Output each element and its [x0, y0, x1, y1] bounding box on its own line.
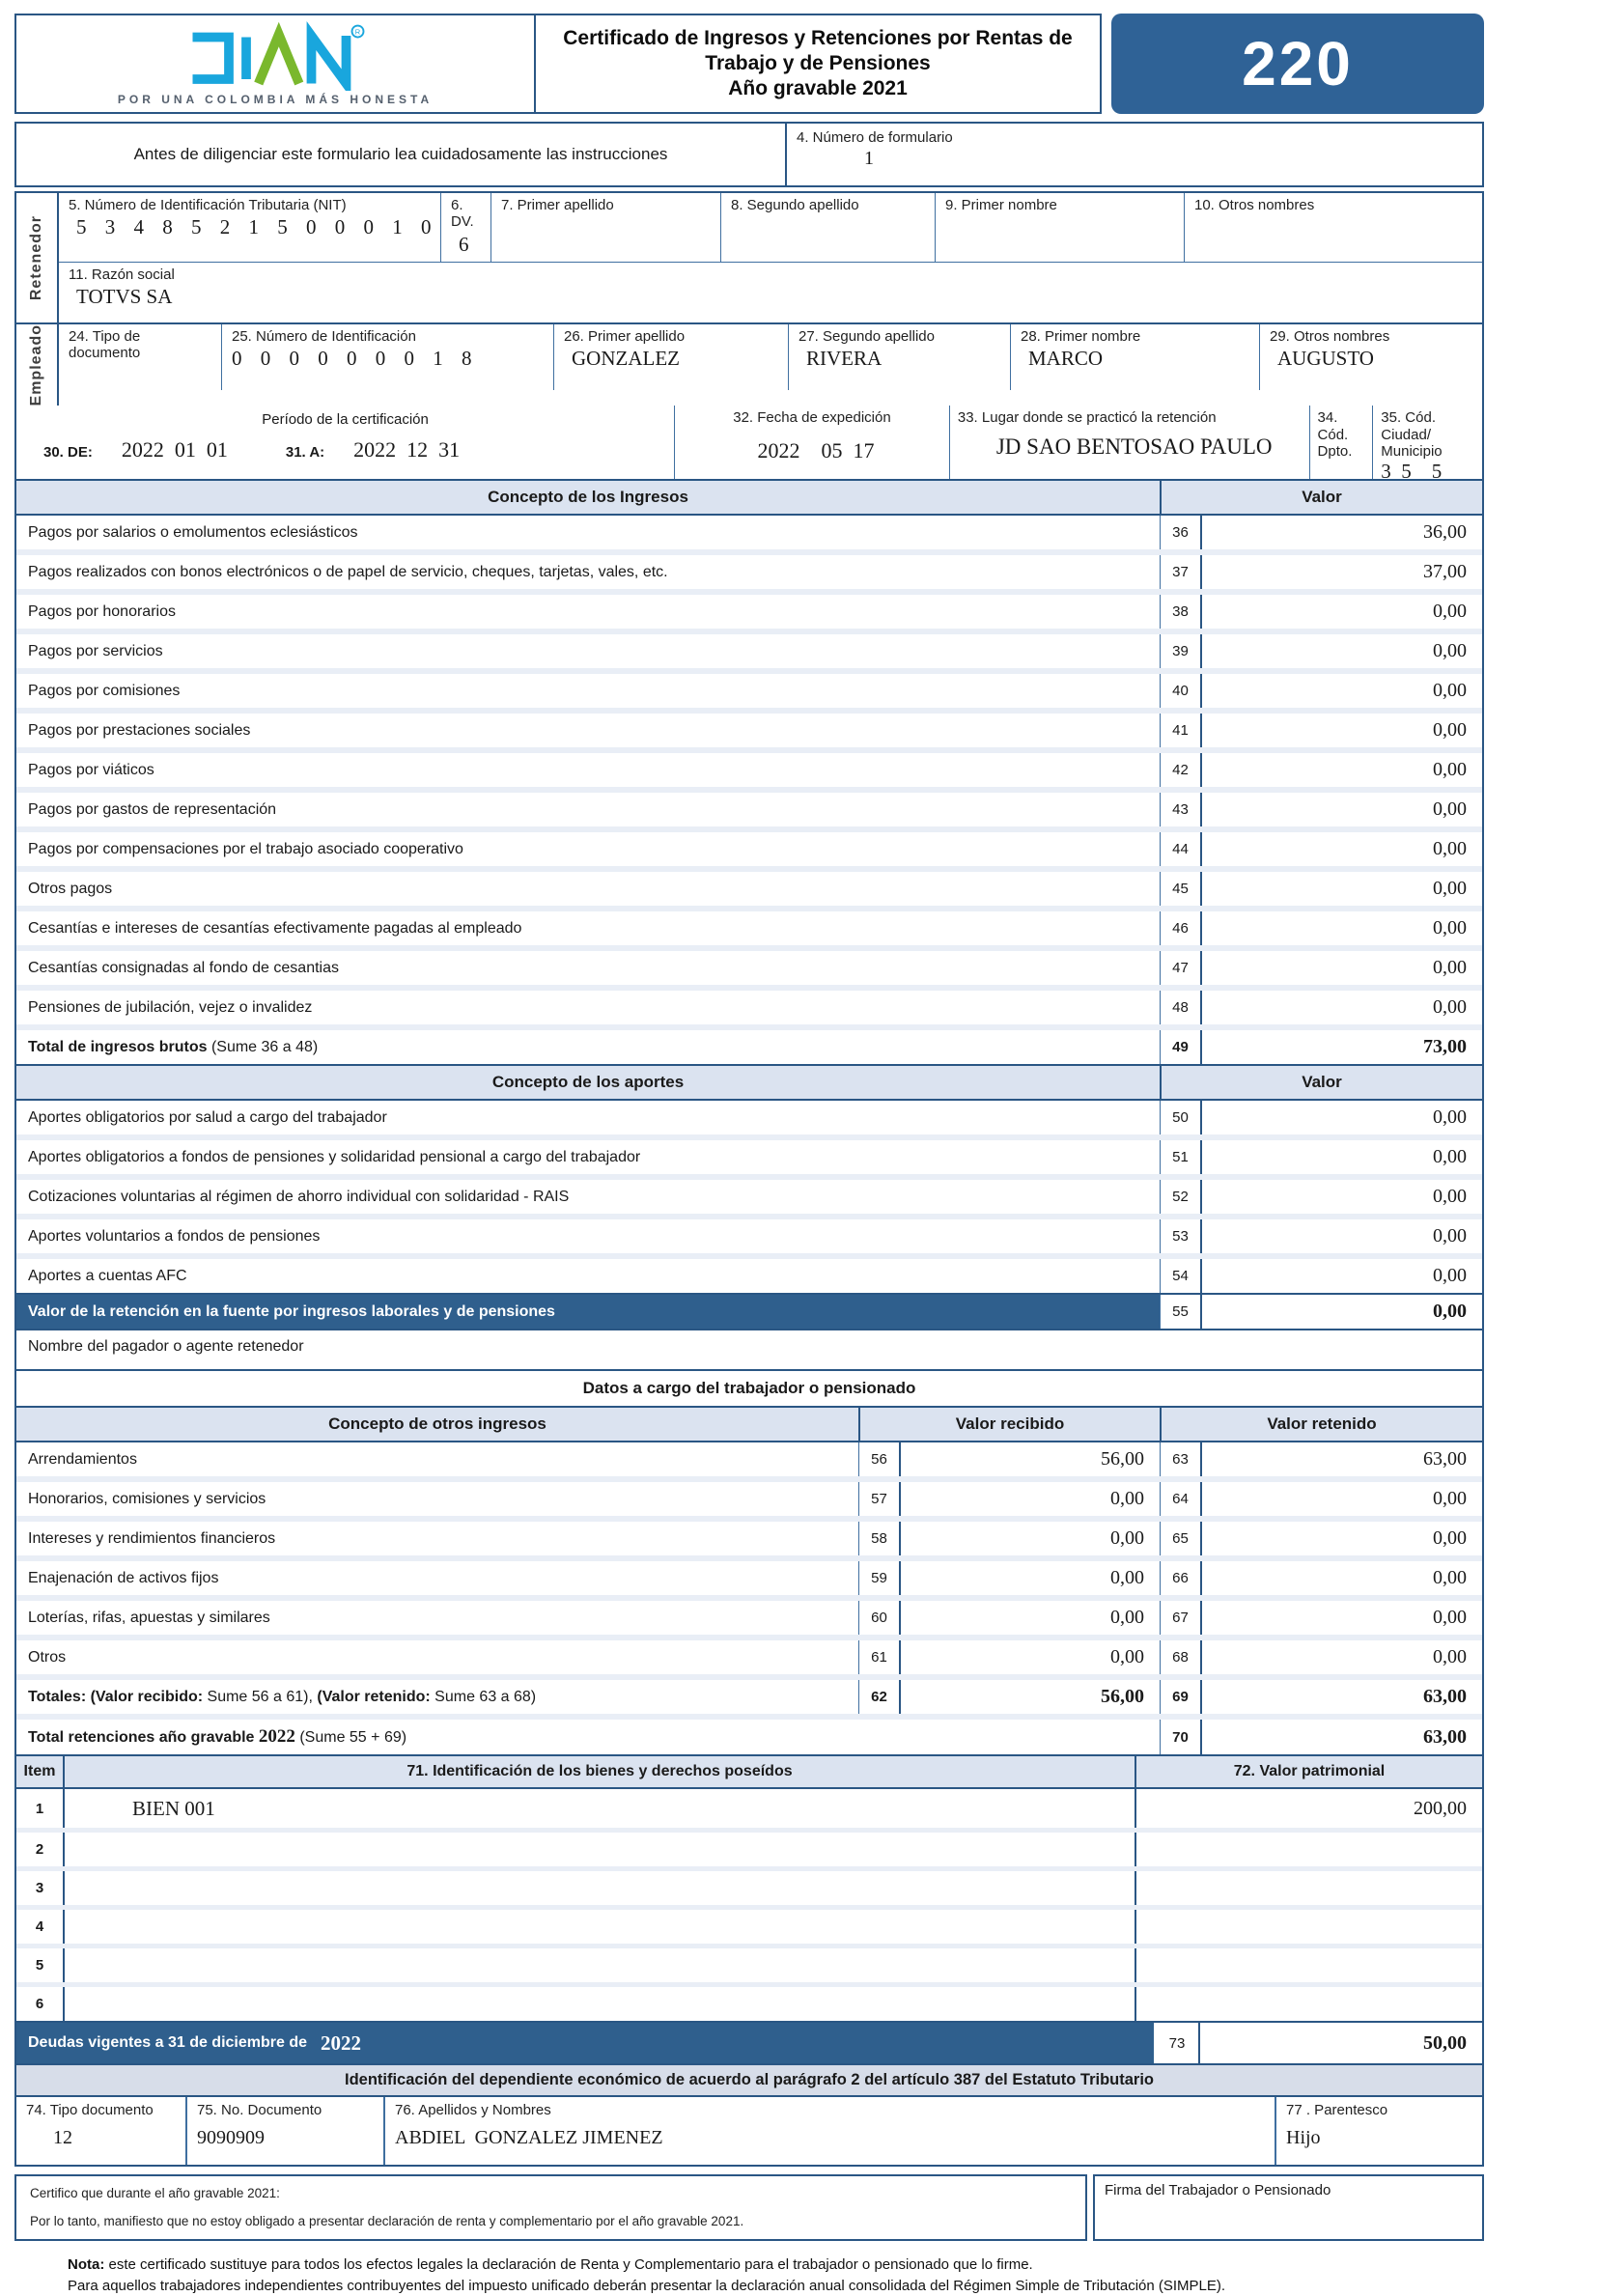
totales-recibido: 56,00 [1101, 1686, 1144, 1708]
otros-row-code-recibido: 56 [858, 1442, 901, 1476]
totales-code-retenido: 69 [1160, 1680, 1202, 1714]
retenedor-section [14, 191, 1484, 322]
tipo-documento-field: 24. Tipo de documento [69, 328, 141, 362]
ingresos-header [16, 481, 1482, 516]
total-retenciones-value: 63,00 [1423, 1725, 1467, 1748]
instructions-text: Antes de diligenciar este formulario lea cuidadosamente las instrucciones [14, 122, 787, 187]
otros-row-code-recibido: 58 [858, 1522, 901, 1555]
ingresos-row-value: 0,00 [1433, 838, 1467, 860]
otros-row-recibido: 0,00 [1110, 1567, 1144, 1589]
lugar-value-1: JD SAO BENTO [995, 434, 1151, 459]
ingresos-row-label: Cesantías consignadas al fondo de cesantias [28, 959, 339, 976]
otros-row-code-recibido: 61 [858, 1640, 901, 1674]
bienes-row-valor: 200,00 [1135, 1789, 1482, 1828]
dependiente-row [14, 2097, 1484, 2167]
form-number-box [787, 122, 1484, 187]
periodo-de-label: 30. DE: [43, 444, 93, 462]
empleado-section [14, 322, 1484, 406]
lugar-value-2: SAO PAULO [1150, 434, 1273, 459]
ingresos-row-value: 0,00 [1433, 601, 1467, 623]
form-title [536, 14, 1102, 114]
periodo-a-value: 2022 12 31 [353, 437, 461, 462]
ingresos-row-label: Otros pagos [28, 880, 113, 897]
certification-section [14, 2174, 1484, 2241]
datos-trabajador-title: Datos a cargo del trabajador o pensionado [16, 1369, 1482, 1406]
total-ingresos-code: 49 [1160, 1030, 1202, 1064]
retenedor-primer-nombre-field: 9. Primer nombre [935, 193, 1184, 262]
empleado-primer-nombre-value: MARCO [1028, 347, 1104, 371]
otros-row-recibido: 0,00 [1110, 1488, 1144, 1510]
certification-box [14, 2174, 1087, 2241]
dependiente-tipo-doc-field: 74. Tipo documento 12 [16, 2097, 185, 2165]
ingresos-row-code: 44 [1160, 832, 1202, 866]
bienes-rows [16, 1789, 1482, 2021]
ingresos-row-code: 45 [1160, 872, 1202, 906]
otros-row-code-recibido: 60 [858, 1601, 901, 1635]
otros-row-code-retenido: 63 [1160, 1442, 1202, 1476]
ingresos-row [16, 866, 1482, 906]
certification-footer: Por lo tanto, manifiesto que no estoy obligado a presentar declaración de renta y complementario por el año gravable 2021. [30, 2213, 744, 2228]
bienes-row [16, 1982, 1482, 2021]
aportes-row-label: Aportes obligatorios a fondos de pensiones y solidaridad pensional a cargo del trabajador [28, 1148, 641, 1165]
dependiente-parentesco-field: 77 . Parentesco Hijo [1275, 2097, 1482, 2165]
otros-header-concepto: Concepto de otros ingresos [328, 1414, 546, 1434]
otros-ingresos-rows [16, 1442, 1482, 1674]
retencion-fuente-value: 0,00 [1202, 1295, 1482, 1329]
empleado-otros-nombres-field: 29. Otros nombres AUGUSTO [1259, 324, 1482, 390]
aportes-row-value: 0,00 [1433, 1106, 1467, 1129]
ingresos-row-label: Pagos por honorarios [28, 602, 176, 620]
dv-field: 6. DV. 6 [440, 193, 490, 262]
retenedor-otros-nombres-field: 10. Otros nombres [1184, 193, 1482, 262]
ingresos-row-label: Pagos por viáticos [28, 761, 154, 778]
aportes-row [16, 1101, 1482, 1134]
bienes-row-item: 1 [16, 1789, 65, 1828]
ingresos-row-code: 37 [1160, 555, 1202, 589]
aportes-row-value: 0,00 [1433, 1186, 1467, 1208]
otros-ingresos-row [16, 1516, 1482, 1555]
form-code-badge: 220 [1111, 14, 1484, 114]
aportes-row-label: Aportes a cuentas AFC [28, 1267, 187, 1284]
numero-identificacion-field: 25. Número de Identificación 0 0 0 0 0 0 0 1 8 [221, 324, 553, 390]
deudas-value: 50,00 [1200, 2023, 1482, 2063]
otros-ingresos-row [16, 1476, 1482, 1516]
form-number-value: 1 [864, 148, 874, 170]
empleado-otros-nombres-value: AUGUSTO [1277, 347, 1374, 371]
bienes-row-item: 4 [16, 1910, 65, 1944]
otros-row-recibido: 56,00 [1101, 1448, 1144, 1470]
ingresos-row-value: 36,00 [1423, 521, 1467, 544]
svg-text:R: R [354, 27, 361, 37]
ingresos-row [16, 747, 1482, 787]
otros-ingresos-header [16, 1406, 1482, 1442]
otros-ingresos-row [16, 1555, 1482, 1595]
ingresos-row [16, 629, 1482, 668]
ingresos-row-value: 37,00 [1423, 561, 1467, 583]
otros-ingresos-row [16, 1595, 1482, 1635]
aportes-row-label: Cotizaciones voluntarias al régimen de ahorro individual con solidaridad - RAIS [28, 1188, 570, 1205]
empleado-primer-apellido-field: 26. Primer apellido GONZALEZ [553, 324, 788, 390]
otros-row-code-recibido: 57 [858, 1482, 901, 1516]
ingresos-row-label: Pagos por servicios [28, 642, 163, 659]
otros-row-label: Honorarios, comisiones y servicios [28, 1490, 266, 1507]
periodo-a-label: 31. A: [285, 444, 325, 462]
bienes-header-item: Item [16, 1756, 65, 1787]
otros-row-code-recibido: 59 [858, 1561, 901, 1595]
certification-intro: Certifico que durante el año gravable 2021: [30, 2186, 280, 2201]
retenedor-primer-apellido-field: 7. Primer apellido [490, 193, 720, 262]
lugar-retencion-field: 33. Lugar donde se practicó la retención JD SAO BENTO SAO PAULO [949, 406, 1309, 479]
ingresos-row-label: Cesantías e intereses de cesantías efectivamente pagadas al empleado [28, 919, 522, 937]
ingresos-row-label: Pagos por gastos de representación [28, 800, 277, 818]
form-number-label: 4. Número de formulario [797, 129, 953, 146]
ingresos-row-code: 41 [1160, 714, 1202, 747]
numero-identificacion-value: 0 0 0 0 0 0 0 1 8 [232, 347, 479, 371]
ingresos-row [16, 668, 1482, 708]
otros-row-label: Loterías, rifas, apuestas y similares [28, 1609, 270, 1626]
form-title-line1: Certificado de Ingresos y Retenciones por Rentas de Trabajo y de Pensiones [563, 26, 1073, 74]
otros-row-retenido: 0,00 [1433, 1488, 1467, 1510]
bienes-row-item: 3 [16, 1871, 65, 1905]
otros-row-code-retenido: 65 [1160, 1522, 1202, 1555]
retencion-fuente-label: Valor de la retención en la fuente por ingresos laborales y de pensiones [28, 1302, 555, 1320]
bienes-row-valor [1135, 1948, 1482, 1982]
retencion-fuente-code: 55 [1160, 1295, 1202, 1329]
aportes-row-code: 53 [1160, 1219, 1202, 1253]
deudas-label: Deudas vigentes a 31 de diciembre de [28, 2034, 308, 2052]
nit-value: 5 3 4 8 5 2 1 5 0 0 0 1 0 [76, 215, 438, 239]
otros-row-retenido: 0,00 [1433, 1646, 1467, 1668]
bienes-row [16, 1944, 1482, 1982]
total-retenciones-row: Total retenciones año gravable 2022 (Sume 55 + 69) 70 63,00 [16, 1714, 1482, 1754]
ingresos-row-value: 0,00 [1433, 878, 1467, 900]
bienes-row [16, 1866, 1482, 1905]
bienes-row-ident: BIEN 001 [132, 1796, 215, 1820]
firma-box [1093, 2174, 1484, 2241]
aportes-rows [16, 1101, 1482, 1293]
otros-row-code-retenido: 66 [1160, 1561, 1202, 1595]
bienes-row [16, 1789, 1482, 1828]
empleado-primer-apellido-value: GONZALEZ [572, 347, 680, 371]
aportes-header-valor: Valor [1160, 1066, 1482, 1099]
total-retenciones-code: 70 [1160, 1720, 1202, 1754]
otros-ingresos-row [16, 1635, 1482, 1674]
ingresos-row-value: 0,00 [1433, 719, 1467, 742]
ingresos-row-value: 0,00 [1433, 640, 1467, 662]
empleado-side-label: Empleado [16, 324, 59, 406]
ingresos-row [16, 549, 1482, 589]
empleado-segundo-apellido-field: 27. Segundo apellido RIVERA [788, 324, 1010, 390]
aportes-row-value: 0,00 [1433, 1146, 1467, 1168]
deudas-year: 2022 [321, 2030, 362, 2055]
nota-text: Nota: este certificado sustituye para todos los efectos legales la declaración de Renta y Complementario para el trabajador o pensionado que lo firme. Para aquellos trabajadores independientes contribuyentes del impuesto unificado deberán presentar la declaración anual consolidada del Régimen Simple de Tributación (SIMPLE). [68, 2255, 1226, 2294]
nit-field: 5. Número de Identificación Tributaria (NIT) 5 3 4 8 5 2 1 5 0 0 0 1 0 [69, 197, 438, 239]
header [14, 14, 1484, 114]
dian-logo-icon [154, 21, 397, 91]
aportes-row-code: 54 [1160, 1259, 1202, 1293]
retenedor-segundo-apellido-field: 8. Segundo apellido [720, 193, 935, 262]
ingresos-row-label: Pensiones de jubilación, vejez o invalidez [28, 998, 313, 1016]
otros-header-retenido: Valor retenido [1160, 1408, 1482, 1441]
bienes-table [14, 1756, 1484, 2023]
otros-row-label: Intereses y rendimientos financieros [28, 1529, 276, 1547]
fecha-expedicion-field: 32. Fecha de expedición 2022 05 17 [674, 406, 949, 479]
total-ingresos-value: 73,00 [1423, 1036, 1467, 1058]
cod-dpto-field: 34. Cód. Dpto. [1309, 406, 1373, 479]
otros-row-label: Arrendamientos [28, 1450, 137, 1468]
ingresos-row [16, 945, 1482, 985]
aportes-row-code: 51 [1160, 1140, 1202, 1174]
otros-row-retenido: 0,00 [1433, 1607, 1467, 1629]
ingresos-row [16, 787, 1482, 826]
ingresos-row [16, 708, 1482, 747]
ingresos-row-label: Pagos realizados con bonos electrónicos o de papel de servicio, cheques, tarjetas, vales, etc. [28, 563, 668, 580]
deudas-row [14, 2023, 1484, 2065]
aportes-row-value: 0,00 [1433, 1225, 1467, 1247]
main-tables [14, 481, 1484, 1756]
ingresos-row-code: 39 [1160, 634, 1202, 668]
bienes-header [16, 1756, 1482, 1789]
ingresos-row-value: 0,00 [1433, 957, 1467, 979]
total-ingresos-row: Total de ingresos brutos (Sume 36 a 48) 49 73,00 [16, 1024, 1482, 1064]
empleado-primer-nombre-field: 28. Primer nombre MARCO [1010, 324, 1259, 390]
otros-row-code-retenido: 68 [1160, 1640, 1202, 1674]
bienes-header-ident: 71. Identificación de los bienes y derechos poseídos [406, 1763, 793, 1780]
periodo-de-value: 2022 01 01 [121, 437, 228, 462]
totales-code-recibido: 62 [858, 1680, 901, 1714]
otros-row-retenido: 63,00 [1423, 1448, 1467, 1470]
aportes-row [16, 1174, 1482, 1214]
bienes-row [16, 1905, 1482, 1944]
totales-retenido: 63,00 [1423, 1686, 1467, 1708]
ingresos-rows [16, 516, 1482, 1024]
periodo-certificacion-field [16, 406, 674, 479]
otros-row-recibido: 0,00 [1110, 1607, 1144, 1629]
aportes-row-label: Aportes voluntarios a fondos de pensiones [28, 1227, 321, 1245]
ingresos-row [16, 516, 1482, 549]
ingresos-header-concepto: Concepto de los Ingresos [488, 488, 688, 507]
razon-social-value: TOTVS SA [76, 285, 173, 309]
periodo-title: Período de la certificación [262, 411, 429, 429]
otros-row-recibido: 0,00 [1110, 1646, 1144, 1668]
dian-logo [14, 14, 536, 114]
otros-ingresos-row [16, 1442, 1482, 1476]
totales-row: Totales: (Valor recibido: Sume 56 a 61), (Valor retenido: Sume 63 a 68) 62 56,00 69 63,00 [16, 1674, 1482, 1714]
dian-tagline: POR UNA COLOMBIA MÁS HONESTA [117, 93, 434, 106]
bienes-row-valor [1135, 1910, 1482, 1944]
periodo-section [14, 406, 1484, 484]
pre-header-row [14, 122, 1484, 187]
aportes-row [16, 1134, 1482, 1174]
dependiente-no-doc-value: 9090909 [197, 2126, 265, 2148]
aportes-row-code: 50 [1160, 1101, 1202, 1134]
aportes-row [16, 1253, 1482, 1293]
dependiente-tipo-doc-value: 12 [53, 2126, 72, 2148]
ingresos-row-code: 47 [1160, 951, 1202, 985]
ingresos-row-value: 0,00 [1433, 917, 1467, 939]
empleado-segundo-apellido-value: RIVERA [806, 347, 883, 371]
ingresos-row [16, 826, 1482, 866]
bienes-row-item: 2 [16, 1833, 65, 1866]
aportes-header-concepto: Concepto de los aportes [491, 1073, 685, 1092]
bienes-row-item: 6 [16, 1987, 65, 2021]
razon-social-field: 11. Razón social TOTVS SA [59, 263, 1482, 322]
bienes-row [16, 1828, 1482, 1866]
bienes-row-ident [65, 1833, 1135, 1866]
deudas-code: 73 [1154, 2023, 1200, 2063]
otros-row-label: Enajenación de activos fijos [28, 1569, 219, 1586]
ingresos-row-code: 36 [1160, 516, 1202, 549]
dependiente-parentesco-value: Hijo [1286, 2126, 1321, 2148]
firma-label: Firma del Trabajador o Pensionado [1105, 2182, 1331, 2199]
aportes-row-label: Aportes obligatorios por salud a cargo del trabajador [28, 1108, 387, 1126]
ingresos-row [16, 589, 1482, 629]
retenedor-side-label: Retenedor [16, 193, 59, 322]
ingresos-row-value: 0,00 [1433, 798, 1467, 821]
aportes-row-code: 52 [1160, 1180, 1202, 1214]
bienes-row-valor [1135, 1987, 1482, 2021]
ingresos-row-label: Pagos por salarios o emolumentos eclesiásticos [28, 523, 358, 541]
bienes-header-valor: 72. Valor patrimonial [1135, 1756, 1482, 1787]
cod-ciudad-value: 3 5 5 [1381, 460, 1443, 484]
ingresos-row [16, 906, 1482, 945]
fecha-expedicion-value: 2022 05 17 [757, 437, 875, 462]
bienes-row-ident [65, 1910, 1135, 1944]
otros-row-code-retenido: 64 [1160, 1482, 1202, 1516]
ingresos-row-value: 0,00 [1433, 996, 1467, 1019]
ingresos-row-code: 42 [1160, 753, 1202, 787]
cod-ciudad-field: 35. Cód. Ciudad/ Municipio 3 5 5 [1372, 406, 1482, 479]
otros-header-recibido: Valor recibido [858, 1408, 1160, 1441]
bienes-row-valor [1135, 1871, 1482, 1905]
ingresos-row-code: 46 [1160, 911, 1202, 945]
aportes-header [16, 1064, 1482, 1101]
aportes-row [16, 1214, 1482, 1253]
ingresos-row-label: Pagos por comisiones [28, 682, 181, 699]
ingresos-row-code: 48 [1160, 991, 1202, 1024]
ingresos-row [16, 985, 1482, 1024]
pagador-field: Nombre del pagador o agente retenedor [16, 1329, 1482, 1369]
bienes-row-ident [65, 1871, 1135, 1905]
ingresos-row-label: Pagos por prestaciones sociales [28, 721, 251, 739]
ingresos-row-code: 38 [1160, 595, 1202, 629]
form-220-page [14, 14, 1484, 2296]
ingresos-row-label: Pagos por compensaciones por el trabajo asociado cooperativo [28, 840, 463, 857]
ingresos-header-valor: Valor [1160, 481, 1482, 514]
ingresos-row-code: 40 [1160, 674, 1202, 708]
dependiente-nombres-value: ABDIEL GONZALEZ JIMENEZ [395, 2126, 663, 2148]
bienes-row-item: 5 [16, 1948, 65, 1982]
bienes-row-ident [65, 1987, 1135, 2021]
aportes-row-value: 0,00 [1433, 1265, 1467, 1287]
ingresos-row-value: 0,00 [1433, 680, 1467, 702]
dependiente-title: Identificación del dependiente económico de acuerdo al parágrafo 2 del artículo 387 del Estatuto Tributario [14, 2065, 1484, 2097]
dv-value: 6 [459, 232, 469, 256]
ingresos-row-code: 43 [1160, 793, 1202, 826]
otros-row-retenido: 0,00 [1433, 1567, 1467, 1589]
ingresos-row-value: 0,00 [1433, 759, 1467, 781]
otros-row-retenido: 0,00 [1433, 1527, 1467, 1550]
bienes-row-ident [65, 1948, 1135, 1982]
bienes-row-valor [1135, 1833, 1482, 1866]
retencion-fuente-row [16, 1293, 1482, 1329]
otros-row-label: Otros [28, 1648, 67, 1666]
dependiente-no-doc-field: 75. No. Documento 9090909 [185, 2097, 383, 2165]
dependiente-nombres-field: 76. Apellidos y Nombres ABDIEL GONZALEZ JIMENEZ [383, 2097, 1275, 2165]
otros-row-recibido: 0,00 [1110, 1527, 1144, 1550]
otros-row-code-retenido: 67 [1160, 1601, 1202, 1635]
form-title-line2: Año gravable 2021 [728, 77, 908, 100]
